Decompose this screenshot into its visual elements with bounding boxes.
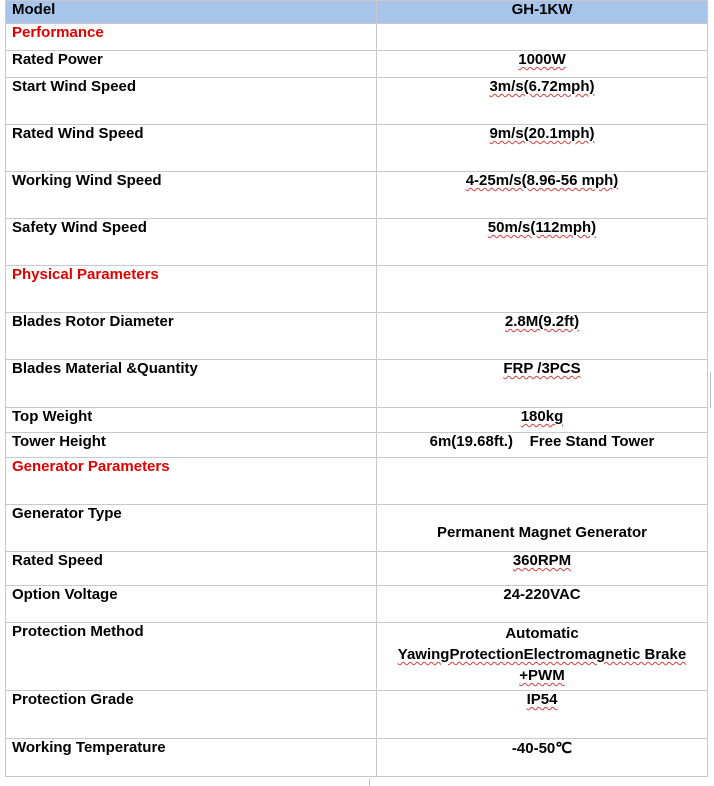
- tower-height-label: Tower Height: [6, 433, 377, 458]
- generator-type-value: Permanent Magnet Generator: [436, 524, 648, 541]
- table-row: [6, 219, 708, 266]
- section-row-physical: [6, 266, 708, 313]
- generator-type-label: Generator Type: [6, 505, 377, 552]
- section-row-generator: [6, 458, 708, 505]
- edge-tick-bottom: [369, 779, 370, 786]
- header-row: [6, 1, 708, 24]
- protection-grade-label: Protection Grade: [6, 691, 377, 739]
- table-row: [6, 313, 708, 360]
- section-row-performance: [6, 24, 708, 51]
- table-row: [6, 739, 708, 777]
- spec-table: [5, 0, 708, 777]
- top-weight-value: 180kg: [520, 408, 564, 425]
- table-row: [6, 586, 708, 623]
- start-wind-speed-value: 3m/s(6.72mph): [489, 78, 595, 95]
- rated-wind-speed-label: Rated Wind Speed: [6, 125, 377, 172]
- table-row: [6, 691, 708, 739]
- working-temperature-value: -40-50℃: [511, 740, 573, 757]
- table-row: [6, 433, 708, 458]
- section-generator: Generator Parameters: [6, 458, 377, 505]
- rotor-diameter-value: 2.8M(9.2ft): [504, 313, 580, 330]
- section-performance: Performance: [6, 24, 377, 51]
- safety-wind-speed-value: 50m/s(112mph): [487, 219, 597, 236]
- table-row: [6, 78, 708, 125]
- edge-tick-right: [710, 372, 711, 408]
- protection-method-label: Protection Method: [6, 623, 377, 691]
- table-row: [6, 360, 708, 408]
- rotor-diameter-label: Blades Rotor Diameter: [6, 313, 377, 360]
- protection-method-value-line1: Automatic: [505, 625, 579, 642]
- table-row: [6, 125, 708, 172]
- section-physical: Physical Parameters: [6, 266, 377, 313]
- option-voltage-value: 24-220VAC: [503, 586, 581, 603]
- protection-grade-value: IP54: [526, 691, 558, 708]
- option-voltage-label: Option Voltage: [6, 586, 377, 623]
- blades-material-label: Blades Material &Quantity: [6, 360, 377, 408]
- start-wind-speed-label: Start Wind Speed: [6, 78, 377, 125]
- protection-method-value-line2: YawingProtectionElectromagnetic Brake: [397, 646, 687, 663]
- table-row: [6, 51, 708, 78]
- safety-wind-speed-label: Safety Wind Speed: [6, 219, 377, 266]
- rated-speed-label: Rated Speed: [6, 552, 377, 586]
- rated-wind-speed-value: 9m/s(20.1mph): [489, 125, 595, 142]
- model-label: Model: [6, 1, 377, 24]
- top-weight-label: Top Weight: [6, 408, 377, 433]
- table-row: [6, 505, 708, 552]
- table-row: [6, 552, 708, 586]
- rated-power-value: 1000W: [518, 51, 566, 68]
- rated-power-label: Rated Power: [6, 51, 377, 78]
- table-row: [6, 172, 708, 219]
- table-row: [6, 623, 708, 691]
- rated-speed-value: 360RPM: [512, 552, 572, 569]
- working-wind-speed-value: 4-25m/s(8.96-56 mph): [465, 172, 619, 189]
- working-temperature-label: Working Temperature: [6, 739, 377, 777]
- blades-material-value: FRP /3PCS: [503, 360, 581, 377]
- tower-height-value: 6m(19.68ft.) Free Stand Tower: [429, 433, 655, 450]
- protection-method-value-line3: +PWM: [519, 667, 565, 684]
- working-wind-speed-label: Working Wind Speed: [6, 172, 377, 219]
- model-value: GH-1KW: [377, 1, 708, 24]
- table-row: [6, 408, 708, 433]
